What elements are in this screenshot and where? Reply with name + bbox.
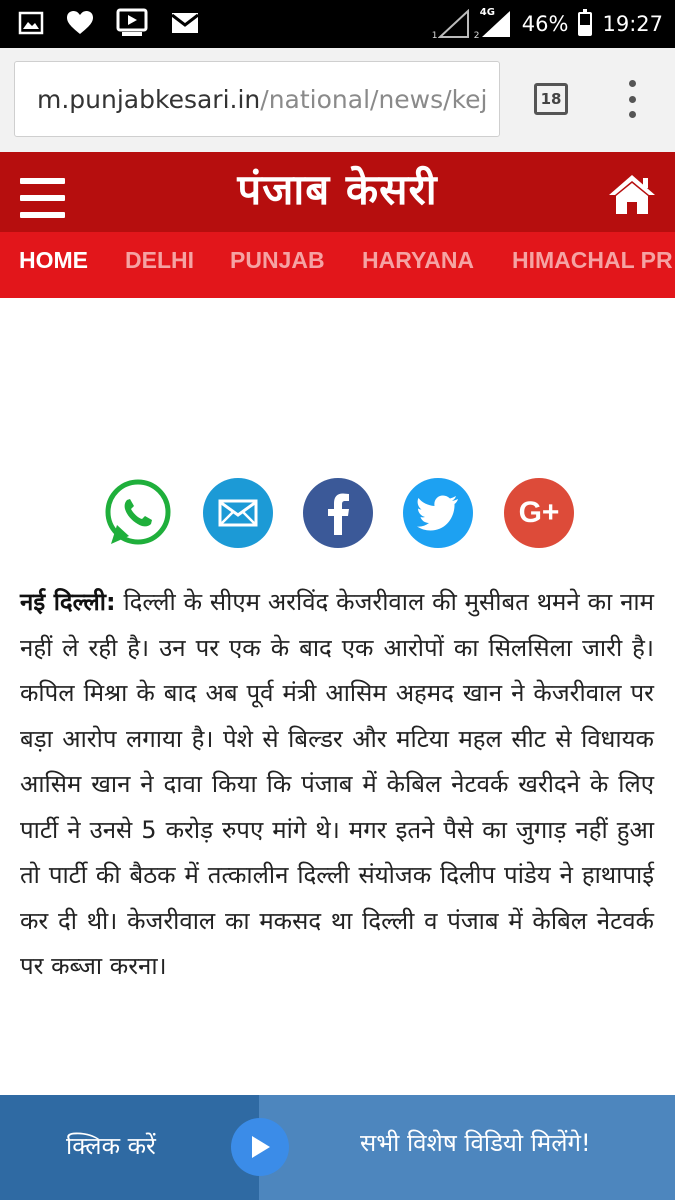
nav-item-himachal[interactable]: HIMACHAL PR <box>512 247 673 273</box>
nav-item-punjab[interactable]: PUNJAB <box>230 247 325 273</box>
browser-toolbar <box>0 48 675 152</box>
twitter-share-button[interactable] <box>403 478 473 548</box>
article-dateline: नई दिल्ली: <box>20 588 116 616</box>
sim1-label: 1 <box>431 31 438 41</box>
clock: 19:27 <box>602 12 663 36</box>
kebab-dot <box>629 96 636 103</box>
url-path: /national/news/kej <box>260 84 488 114</box>
google-plus-icon: G+ <box>518 496 560 529</box>
article-body <box>20 580 654 990</box>
play-button[interactable] <box>231 1118 289 1176</box>
battery-percent: 46% <box>521 12 569 36</box>
site-logo[interactable]: पंजाब केसरी <box>237 165 438 214</box>
banner-click-label[interactable]: क्लिक करें <box>66 1132 156 1160</box>
heart-icon <box>66 10 94 36</box>
email-icon <box>218 498 258 528</box>
whatsapp-share-button[interactable] <box>103 478 173 548</box>
site-header <box>0 152 675 232</box>
tab-switcher-button[interactable]: 18 <box>534 83 568 115</box>
url-bar[interactable] <box>14 61 500 137</box>
sim1-signal <box>431 9 470 41</box>
home-icon[interactable] <box>607 172 657 216</box>
twitter-icon <box>417 495 459 531</box>
url-host: m.punjabkesari.in <box>37 84 261 114</box>
google-plus-share-button[interactable] <box>504 478 574 548</box>
banner-videos-label[interactable]: सभी विशेष विडियो मिलेंगे! <box>360 1129 591 1157</box>
notification-icons <box>18 8 200 38</box>
category-nav <box>0 232 675 298</box>
article-text: दिल्ली के सीएम अरविंद केजरीवाल की मुसीबत थमने का नाम नहीं ले रही है। उन पर एक के बाद एक आरोपों का सिलसिला जारी है। कपिल मिश्रा के बाद अब पूर्व मंत्री आसिम अहमद खान ने केजरीवाल पर बड़ा आरोप लगाया है। पेशे से बिल्डर और मटिया महल सीट से विधायक आसिम खान ने दावा किया कि पंजाब में केबिल नेटवर्क खरीदने के लिए पार्टी ने उनसे 5 करोड़ रुपए मांगे थे। मगर इतने पैसे का जुगाड़ नहीं हुआ तो पार्टी की बैठक में तत्कालीन दिल्ली संयोजक दिलीप पांडेय ने हाथापाई कर दी थी। केजरीवाल का मकसद था दिल्ली व पंजाब में केबिल नेटवर्क पर कब्जा करना। <box>20 588 654 980</box>
video-banner[interactable] <box>0 1095 675 1200</box>
tv-download-icon <box>116 8 148 38</box>
nav-item-home[interactable]: HOME <box>19 247 88 273</box>
sim2-label: 2 <box>473 31 480 41</box>
network-type: 4G <box>479 7 495 18</box>
nav-item-haryana[interactable]: HARYANA <box>362 247 475 273</box>
kebab-dot <box>629 80 636 87</box>
browser-menu-button[interactable] <box>624 80 640 118</box>
battery-icon <box>578 12 592 36</box>
facebook-icon <box>323 491 353 535</box>
gallery-icon <box>18 10 44 36</box>
whatsapp-icon <box>103 478 173 548</box>
battery-fill <box>580 25 590 34</box>
kebab-dot <box>629 111 636 118</box>
email-icon <box>170 10 200 36</box>
facebook-share-button[interactable] <box>303 478 373 548</box>
sim2-signal <box>473 7 512 41</box>
status-bar <box>0 0 675 48</box>
status-right <box>431 0 663 48</box>
nav-item-delhi[interactable]: DELHI <box>125 247 194 273</box>
email-share-button[interactable] <box>203 478 273 548</box>
play-icon <box>248 1134 272 1160</box>
